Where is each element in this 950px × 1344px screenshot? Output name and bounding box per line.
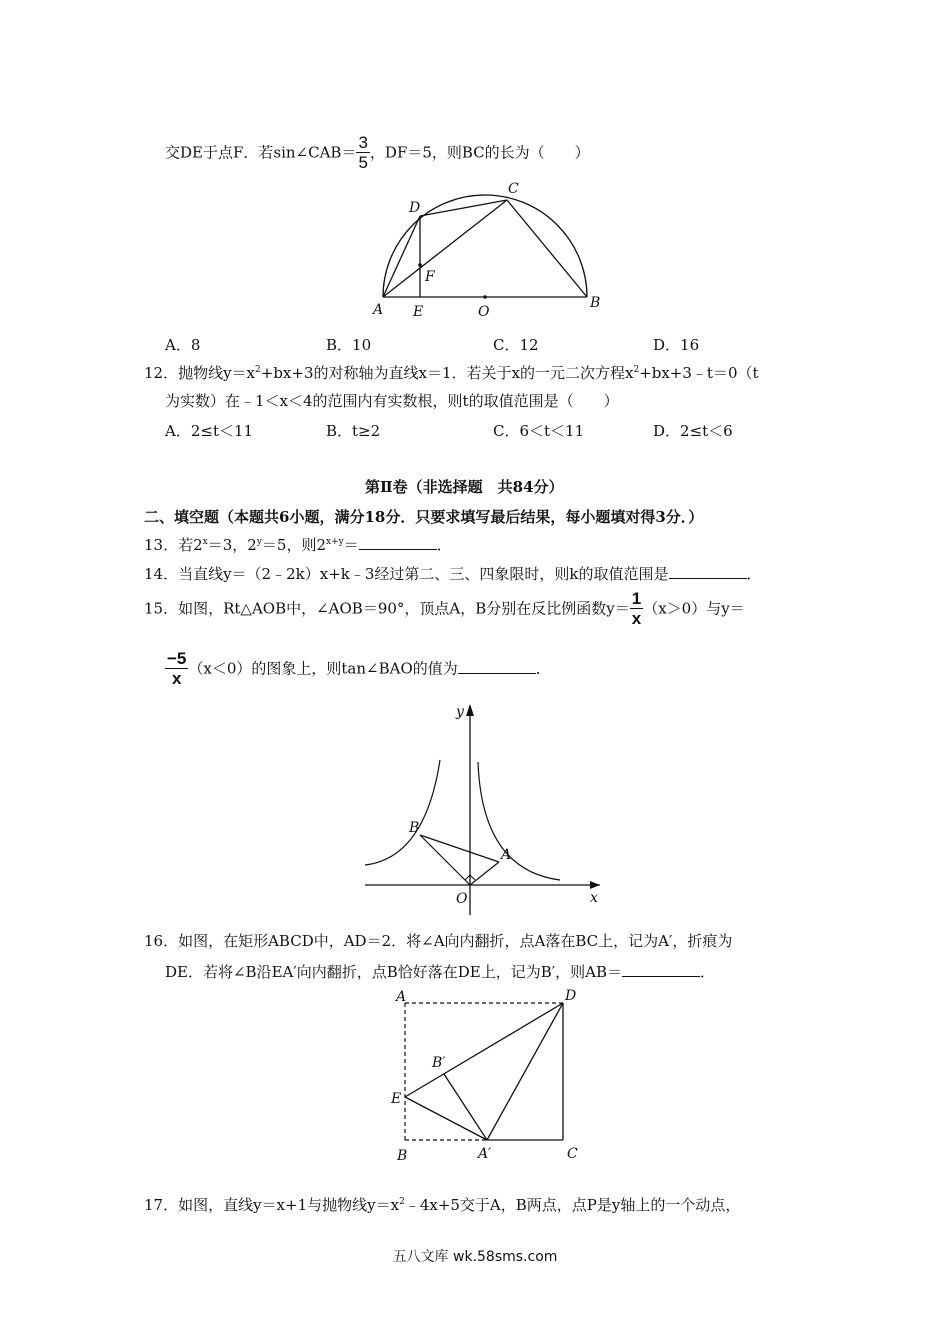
q12-sup-2: 2 — [633, 365, 640, 375]
q17-sup: 2 — [399, 1197, 405, 1207]
q15-label-B: B — [409, 820, 420, 836]
q13-c: ＝5，则2 — [261, 536, 326, 554]
q17-text2: ﹣4x+5交于A，B两点，点P是y轴上的一个动点， — [404, 1196, 741, 1214]
q15-label-x: x — [590, 890, 598, 906]
q12-text-b: +bx+3的对称轴为直线x＝1．若关于x的一元二次方程x — [260, 364, 634, 382]
q11-frac-num: 3 — [358, 133, 368, 152]
segment-E-A-prime — [405, 1097, 487, 1140]
q15-frac1-den: x — [631, 609, 642, 628]
q11-option-a: A．8 — [165, 336, 201, 354]
q12-option-a: A．2≤t＜11 — [165, 422, 254, 440]
q11-option-b: B．10 — [326, 336, 372, 354]
q11-label-C: C — [508, 181, 519, 197]
q11-label-E: E — [413, 304, 424, 320]
q15-label-A: A — [501, 847, 512, 863]
q11-label-B: B — [590, 295, 601, 311]
segment-DE — [405, 1003, 563, 1097]
q15-end: ． — [535, 659, 551, 678]
q13-end: ． — [436, 536, 452, 554]
page-footer: 五八文库 wk.58sms.com — [392, 1249, 558, 1265]
q14-text: 14．当直线y＝（2﹣2k）x+k﹣3经过第二、三、四象限时，则k的取值范围是 — [144, 565, 669, 583]
q15-label-y: y — [456, 704, 464, 720]
segment-B-prime-A-prime — [444, 1074, 487, 1140]
q13-a: 13．若2 — [144, 536, 203, 554]
q11-label-O: O — [478, 304, 490, 320]
q16-text2: DE．若将∠B沿EA′向内翻折，点B恰好落在DE上，记为B′，则AB＝ — [165, 963, 623, 981]
q13-sup1: x — [202, 537, 208, 547]
section2-title: 二、填空题（本题共6小题，满分18分．只要求填写最后结果，每小题填对得3分．） — [144, 508, 704, 526]
q15-text1-end: （x＞0）与y＝ — [643, 599, 745, 618]
q16-line1: 16．如图，在矩形ABCD中，AD＝2．将∠A向内翻折，点A落在BC上，记为A′，折痕为 — [144, 932, 733, 950]
q12-option-d: D．2≤t＜6 — [653, 422, 733, 440]
q13-sup3: x+y — [326, 537, 344, 547]
q16-label-A-prime: A′ — [478, 1146, 492, 1162]
q17-text: 17．如图，直线y＝x+1与抛物线y＝x — [144, 1196, 400, 1214]
q11-option-c: C．12 — [493, 336, 539, 354]
q16-end: ． — [700, 963, 716, 981]
q15-label-O: O — [456, 891, 468, 907]
q12-option-b: B．t≥2 — [326, 422, 381, 440]
q13-sup2: y — [256, 537, 262, 547]
q12-text-c: +bx+3﹣t＝0（t — [639, 364, 759, 382]
q12-sup-1: 2 — [255, 365, 261, 375]
part2-title: 第Ⅱ卷（非选择题 共84分） — [365, 478, 564, 496]
q15-text1: 15．如图，Rt△AOB中，∠AOB＝90°，顶点A，B分别在反比例函数y＝ — [144, 599, 630, 618]
q16-label-B-prime: B′ — [432, 1055, 446, 1071]
q16-label-C: C — [567, 1146, 578, 1162]
q12-line2: 为实数）在﹣1＜x＜4的范围内有实数根，则t的取值范围是（ ） — [165, 392, 619, 410]
q15-text2: （x＜0）的图象上，则tan∠BAO的值为 — [188, 659, 458, 678]
q12-option-c: C．6＜t＜11 — [493, 422, 585, 440]
q11-label-F: F — [425, 269, 435, 285]
q17-line — [144, 1194, 740, 1215]
q15-frac1-num: 1 — [631, 589, 642, 608]
q11-label-A: A — [373, 302, 384, 318]
q13-b: ＝3，2 — [207, 536, 257, 554]
q14-end: ． — [746, 565, 762, 583]
q16-label-E: E — [391, 1091, 402, 1107]
q16-label-D: D — [565, 988, 577, 1004]
q12-text-a: 12．抛物线y＝x — [144, 364, 256, 382]
q11-text-start: 交DE于点F．若sin∠CAB＝ — [165, 143, 357, 162]
q11-text-end: ，DF＝5，则BC的长为（ ） — [369, 143, 590, 162]
q15-frac2-den: x — [171, 669, 182, 688]
q11-option-d: D．16 — [653, 336, 700, 354]
q11-frac-den: 5 — [358, 153, 368, 172]
q16-label-A: A — [396, 989, 407, 1005]
q13-d: ＝ — [343, 536, 359, 554]
q16-label-B: B — [397, 1148, 408, 1164]
q11-label-D: D — [409, 200, 421, 216]
q15-frac2-num: −5 — [167, 649, 187, 668]
segment-D-A-prime — [487, 1003, 563, 1140]
